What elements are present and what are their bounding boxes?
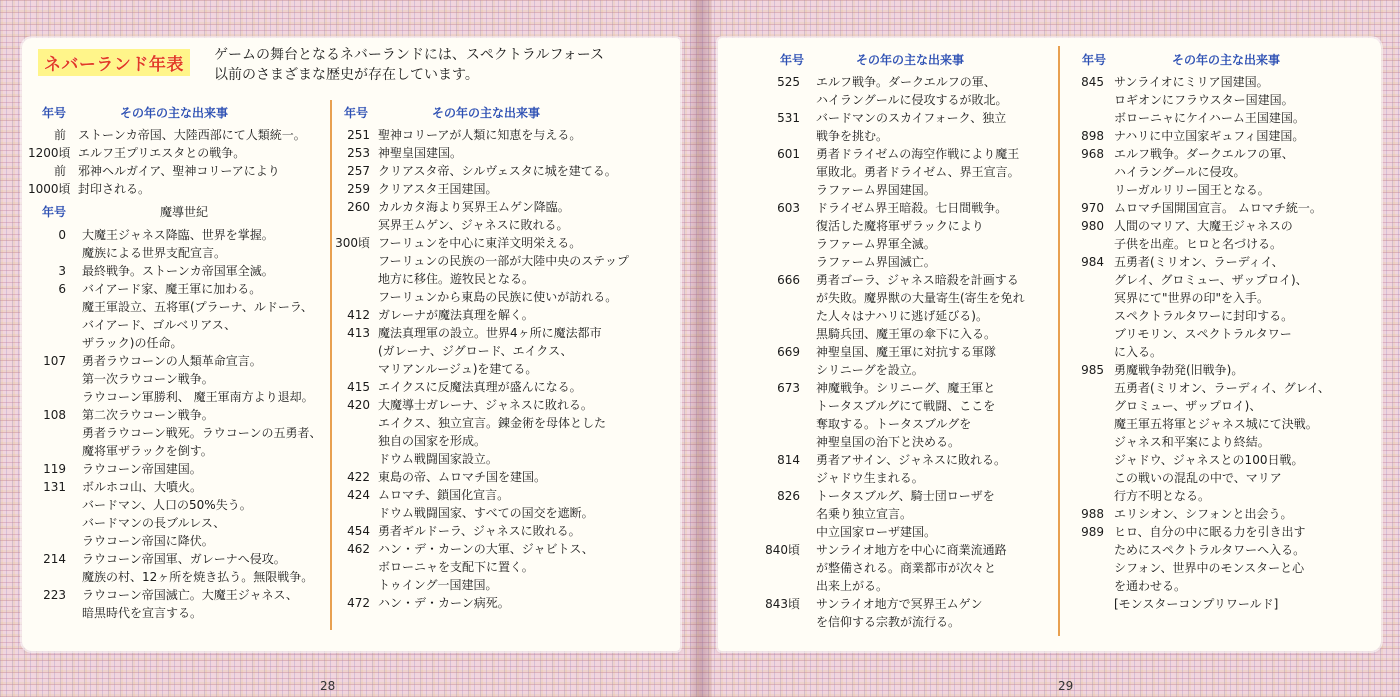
event-line: トゥイング一国建国。 (378, 578, 498, 592)
event-line: ムロマチ、鎖国化宣言。 (378, 488, 510, 502)
event-line: ジャドウ生まれる。 (816, 471, 924, 485)
event-line: 聖神コリーアが人類に知恵を与える。 (378, 128, 582, 142)
entry-event (378, 486, 594, 522)
timeline-entry (1062, 505, 1362, 523)
event-line: フーリュンから東島の民族に使いが訪れる。 (378, 290, 618, 304)
event-line: 最終戦争。ストーンカ帝国軍全滅。 (82, 264, 274, 278)
timeline-entry (334, 540, 654, 594)
entry-year: 970 (1081, 201, 1104, 215)
event-line: た人々はナハリに逃げ延びる)。 (816, 309, 988, 323)
event-line: 勇者ラウコーン戦死。ラウコーンの五勇者、 (82, 426, 322, 440)
timeline-entry (28, 144, 328, 162)
timeline-entry (760, 451, 1060, 487)
timeline-entry (334, 144, 654, 162)
event-line: マリアンルージュ)を建てる。 (378, 362, 538, 376)
entry-event (378, 540, 594, 594)
timeline-entry (1062, 145, 1362, 199)
event-line: 勇者ギルドーラ、ジャネスに敗れる。 (378, 524, 581, 538)
entry-event (378, 396, 606, 468)
event-line: 冥界王ムゲン、ジャネスに敗れる。 (378, 218, 569, 232)
column-header (1062, 51, 1362, 69)
entry-year: 223 (43, 588, 66, 602)
entry-year: 251 (347, 128, 370, 142)
event-line: リーガルリリー国王となる。 (1114, 183, 1270, 197)
timeline-entry (334, 396, 654, 468)
entry-year: 814 (777, 453, 800, 467)
event-line: バイアード家、魔王軍に加わる。 (82, 282, 262, 296)
event-line: 勇者ゴーラ、ジャネス暗殺を計画する (816, 273, 1019, 287)
entry-year: 601 (777, 147, 800, 161)
entry-event (82, 226, 274, 262)
entry-event (378, 126, 581, 144)
timeline-entry (760, 73, 1060, 109)
timeline-entry (28, 180, 328, 198)
entry-event (378, 468, 546, 486)
timeline-entry (28, 460, 328, 478)
timeline-entry (760, 199, 1060, 271)
timeline-entry (760, 109, 1060, 145)
entry-year: 259 (347, 182, 370, 196)
event-line: ドウム戦闘国家、すべての国交を遮断。 (378, 506, 594, 520)
entry-event (82, 352, 314, 406)
entry-year: 前 (53, 128, 66, 142)
event-line: ザラック)の任命。 (82, 336, 183, 350)
entries (334, 126, 654, 612)
event-line: が失敗。魔界獣の大量寄生(寄生を免れ (816, 291, 1025, 305)
entry-year: 826 (777, 489, 800, 503)
entry-year: 420 (347, 398, 370, 412)
event-line: ラウコーン帝国建国。 (82, 462, 202, 476)
intro-line: 以前のさまざまな歴史が存在しています。 (214, 67, 479, 83)
event-line: 魔王軍五将軍とジャネス城にて決戦。 (1114, 417, 1318, 431)
event-line: グレイ、グロミュー、ザップロイ)、 (1114, 273, 1308, 287)
entry-event (816, 109, 1006, 145)
event-line: (ガレーナ、ジグロード、エイクス、 (378, 344, 573, 358)
event-line: クリアスタ王国建国。 (378, 182, 498, 196)
entry-year: 845 (1081, 75, 1104, 89)
entry-event (1114, 127, 1304, 145)
entry-year: 253 (347, 146, 370, 160)
entry-year: 1200頃 (28, 146, 71, 160)
event-line: フーリュンを中心に東洋文明栄える。 (378, 236, 582, 250)
event-line: ラウコーン帝国に降伏。 (82, 534, 214, 548)
entry-event (378, 234, 629, 306)
column-header (334, 104, 654, 122)
entry-event (378, 522, 581, 540)
timeline-entry (1062, 523, 1362, 613)
event-line: ボローニャにケイハーム王国建国。 (1114, 111, 1305, 125)
timeline-entry (760, 343, 1060, 379)
event-line: ムロマチ国開国宣言。 ムロマチ統一。 (1114, 201, 1322, 215)
intro-text (214, 45, 634, 85)
entry-year: 413 (347, 326, 370, 340)
year-header: 年号 (344, 106, 369, 120)
entry-event (78, 180, 150, 198)
intro-line: ゲームの舞台となるネバーランドには、スペクトラルフォース (214, 47, 605, 63)
entry-event (378, 594, 510, 612)
page-number-left: 28 (320, 679, 336, 693)
event-line: ジャドウ、ジャネスとの100日戦。 (1114, 453, 1304, 467)
entry-year: 108 (43, 408, 66, 422)
event-line: ラウコーン軍勝利、 魔王軍南方より退却。 (82, 390, 314, 404)
entry-event (82, 406, 322, 460)
timeline-column-2 (334, 104, 654, 612)
entry-year: 985 (1081, 363, 1104, 377)
event-line: を通わせる。 (1114, 579, 1187, 593)
chronology-title: ネバーランド年表 (38, 49, 190, 76)
entry-event (82, 586, 298, 622)
event-line: クリアスタ帝、シルヴェスタに城を建てる。 (378, 164, 617, 178)
entry-event (1114, 217, 1293, 253)
year-header: 年号 (780, 53, 805, 67)
timeline-entry (334, 378, 654, 396)
event-line: エリシオン、シフォンと出会う。 (1114, 507, 1293, 521)
entry-year: 525 (777, 75, 800, 89)
timeline-entry (334, 594, 654, 612)
event-line: 勇者ラウコーンの人類革命宣言。 (82, 354, 262, 368)
entry-year: 257 (347, 164, 370, 178)
event-line: ハン・デ・カーン病死。 (378, 596, 510, 610)
event-line: シリニーグを設立。 (816, 363, 924, 377)
event-line: ブリモリン、スペクトラルタワー (1114, 327, 1292, 341)
event-line: スペクトラルタワーに封印する。 (1114, 309, 1294, 323)
entry-event (816, 271, 1025, 343)
event-line: ドライゼム界王暗殺。七日間戦争。 (816, 201, 1008, 215)
event-line: 邪神ヘルガイア、聖神コリーアにより (78, 164, 280, 178)
entry-year: 898 (1081, 129, 1104, 143)
event-line: シフォン、世界中のモンスターと心 (1114, 561, 1305, 575)
entry-event (816, 379, 995, 451)
timeline-entry (334, 234, 654, 306)
entry-year: 424 (347, 488, 370, 502)
event-line: ラウコーン帝国軍、ガレーナへ侵攻。 (82, 552, 286, 566)
event-line: 魔族による世界支配宣言。 (82, 246, 227, 260)
event-line: ハイラングールに侵攻するが敗北。 (816, 93, 1008, 107)
timeline-entry (334, 486, 654, 522)
entry-event (378, 324, 602, 378)
event-line: エルフ王プリエスタとの戦争。 (78, 146, 246, 160)
timeline-entry (760, 487, 1060, 541)
timeline-entry (28, 406, 328, 460)
event-line: 出来上がる。 (816, 579, 889, 593)
entry-year: 6 (58, 282, 66, 296)
event-line: サンライオにミリア国建国。 (1114, 75, 1269, 89)
entry-event (816, 451, 1006, 487)
entry-event (1114, 73, 1305, 127)
entries (760, 73, 1060, 631)
entry-year: 214 (43, 552, 66, 566)
event-line: 大魔導士ガレーナ、ジャネスに敗れる。 (378, 398, 593, 412)
event-line: 中立国家ローザ建国。 (816, 525, 937, 539)
event-line: 魔王軍設立、五将軍(プラーナ、ルドーラ、 (82, 300, 313, 314)
entry-year: 119 (43, 462, 66, 476)
event-line: エイクス、独立宣言。錬金術を母体とした (378, 416, 607, 430)
entry-event (816, 343, 996, 379)
entry-event (82, 460, 202, 478)
entry-year: 980 (1081, 219, 1104, 233)
event-line: 冥界にて"世界の印"を入手。 (1114, 291, 1270, 305)
timeline-entry (28, 226, 328, 262)
event-line: この戦いの混乱の中で、マリア (1114, 471, 1282, 485)
event-line: エルフ戦争。ダークエルフの軍、 (1114, 147, 1294, 161)
event-line: バードマンのスカイフォーク、独立 (816, 111, 1007, 125)
event-header: その年の主な出来事 (856, 53, 965, 67)
timeline-entry (1062, 361, 1362, 505)
entry-year: 107 (43, 354, 66, 368)
event-line: ラウコーン帝国滅亡。大魔王ジャネス、 (82, 588, 298, 602)
pre-era-entries (28, 126, 328, 198)
entry-event (378, 180, 498, 198)
timeline-entry (334, 162, 654, 180)
event-line: ラファーム界軍全滅。 (816, 237, 936, 251)
event-line: ストーンカ帝国、大陸西部にて人類統一。 (78, 128, 306, 142)
entry-event (816, 595, 982, 631)
event-line: サンライオ地方を中心に商業流通路 (816, 543, 1007, 557)
timeline-column-4 (1062, 51, 1362, 613)
entry-event (816, 541, 1007, 595)
timeline-entry (28, 126, 328, 144)
timeline-entry (1062, 199, 1362, 217)
event-line: が整備される。商業都市が次々と (816, 561, 997, 575)
event-line: 神聖皇国、魔王軍に対抗する軍隊 (816, 345, 997, 359)
event-line: エイクスに反魔法真理が盛んになる。 (378, 380, 582, 394)
timeline-column-3 (760, 51, 1060, 631)
entry-year: 131 (43, 480, 66, 494)
event-line: 第一次ラウコーン戦争。 (82, 372, 214, 386)
entry-event (378, 144, 462, 162)
event-line: 行方不明となる。 (1114, 489, 1211, 503)
entry-event (1114, 145, 1294, 199)
timeline-entry (28, 586, 328, 622)
event-header: その年の主な出来事 (432, 106, 541, 120)
event-line: 神魔戦争。シリニーグ、魔王軍と (816, 381, 996, 395)
event-line: トータスブルグにて戦闘、ここを (816, 399, 996, 413)
event-line: 勇者アサイン、ジャネスに敗れる。 (816, 453, 1006, 467)
entry-event (816, 199, 1007, 271)
entry-year: 843頃 (765, 597, 800, 611)
timeline-entry (760, 145, 1060, 199)
event-line: 復活した魔将軍ザラックにより (816, 219, 984, 233)
timeline-entry (28, 550, 328, 586)
event-line: バードマンの長ブルレス、 (82, 516, 226, 530)
entries (1062, 73, 1362, 613)
entry-event (82, 478, 252, 550)
entry-event (78, 162, 280, 180)
entry-year: 673 (777, 381, 800, 395)
year-header: 年号 (1082, 53, 1107, 67)
event-line: 黒騎兵団、魔王軍の傘下に入る。 (816, 327, 997, 341)
timeline-column-1 (28, 104, 328, 622)
event-line: 暗黒時代を宣言する。 (82, 606, 203, 620)
timeline-entry (334, 180, 654, 198)
event-line: 戦争を挑む。 (816, 129, 889, 143)
event-line: 軍敗北。勇者ドライゼム、界王宣言。 (816, 165, 1020, 179)
event-line: トータスブルグ、騎士団ローザを (816, 489, 995, 503)
entry-year: 1000頃 (28, 182, 71, 196)
era-header: 魔導世紀 (160, 205, 209, 219)
entry-event (378, 162, 617, 180)
entry-year: 412 (347, 308, 370, 322)
event-line: 五勇者(ミリオン、ラーディイ、 (1114, 255, 1284, 269)
entry-year: 472 (347, 596, 370, 610)
event-header: その年の主な出来事 (1172, 53, 1281, 67)
event-line: 東島の帝、ムロマチ国を建国。 (378, 470, 547, 484)
entry-year: 前 (53, 164, 66, 178)
event-line: 独自の国家を形成。 (378, 434, 487, 448)
event-line: に入る。 (1114, 345, 1163, 359)
entry-event (378, 378, 582, 396)
entry-event (1114, 361, 1330, 505)
timeline-entry (334, 198, 654, 234)
event-line: 魔族の村、12ヶ所を焼き払う。無限戦争。 (82, 570, 314, 584)
event-line: 勇魔戦争勃発(旧戦争)。 (1114, 363, 1244, 377)
entry-year: 300頃 (335, 236, 370, 250)
event-line: ボルホコ山、大噴火。 (82, 480, 203, 494)
entry-year: 984 (1081, 255, 1104, 269)
timeline-entry (28, 262, 328, 280)
timeline-entry (760, 595, 1060, 631)
entry-event (378, 198, 570, 234)
event-line: ためにスペクトラルタワーへ入る。 (1114, 543, 1306, 557)
column-divider (1058, 46, 1060, 636)
year-header: 年号 (42, 205, 67, 219)
event-line: を信仰する宗教が流行る。 (816, 615, 961, 629)
timeline-entry (1062, 253, 1362, 361)
entry-year: 603 (777, 201, 800, 215)
event-line: ナハリに中立国家ギュフィ国建国。 (1114, 129, 1305, 143)
event-line: ロギオンにフラウスター国建国。 (1114, 93, 1294, 107)
entry-event (78, 126, 306, 144)
event-line: 五勇者(ミリオン、ラーディイ、グレイ、 (1114, 381, 1330, 395)
column-header (28, 104, 328, 122)
timeline-entry (1062, 217, 1362, 253)
event-line: ヒロ、自分の中に眠る力を引き出す (1114, 525, 1306, 539)
entry-year: 989 (1081, 525, 1104, 539)
event-line: カルカタ海より冥界王ムゲン降臨。 (378, 200, 570, 214)
event-line: 大魔王ジャネス降臨、世界を掌握。 (82, 228, 274, 242)
timeline-entry (334, 324, 654, 378)
timeline-entry (760, 271, 1060, 343)
timeline-entry (334, 126, 654, 144)
event-line: [モンスターコンプリワールド] (1114, 597, 1279, 611)
event-line: 封印される。 (78, 182, 151, 196)
event-line: 名乗り独立宣言。 (816, 507, 913, 521)
timeline-entry (334, 522, 654, 540)
event-line: ジャネス和平案により終結。 (1114, 435, 1270, 449)
entry-year: 454 (347, 524, 370, 538)
entry-year: 840頃 (765, 543, 800, 557)
event-line: サンライオ地方で冥界王ムゲン (816, 597, 983, 611)
event-line: ドウム戦闘国家設立。 (378, 452, 498, 466)
event-line: ガレーナが魔法真理を解く。 (378, 308, 534, 322)
event-line: 勇者ドライゼムの海空作戦により魔王 (816, 147, 1020, 161)
book-gutter (690, 0, 712, 697)
timeline-entry (760, 541, 1060, 595)
event-line: 神聖皇国建国。 (378, 146, 463, 160)
entry-event (82, 550, 313, 586)
entry-event (82, 262, 274, 280)
entry-year: 260 (347, 200, 370, 214)
event-line: 魔将軍ザラックを倒す。 (82, 444, 213, 458)
event-line: フーリュンの民族の一部が大陸中央のステップ (378, 254, 630, 268)
event-line: 魔法真理軍の設立。世界4ヶ所に魔法都市 (378, 326, 602, 340)
era-header-row (28, 200, 328, 222)
timeline-entry (28, 352, 328, 406)
entry-event (816, 73, 1008, 109)
entry-event (378, 306, 534, 324)
column-divider (330, 100, 332, 630)
event-line: ボローニャを支配下に置く。 (378, 560, 534, 574)
timeline-entry (1062, 127, 1362, 145)
timeline-entry (334, 468, 654, 486)
year-header: 年号 (42, 106, 67, 120)
timeline-entry (28, 280, 328, 352)
entry-event (1114, 523, 1306, 613)
entry-year: 531 (777, 111, 800, 125)
event-line: ハイラングールに侵攻。 (1114, 165, 1246, 179)
era-entries (28, 226, 328, 622)
entry-event (82, 280, 313, 352)
event-line: ハン・デ・カーンの大軍、ジャビトス、 (378, 542, 594, 556)
entry-year: 3 (58, 264, 66, 278)
timeline-entry (1062, 73, 1362, 127)
column-header (760, 51, 1060, 69)
event-line: 第二次ラウコーン戦争。 (82, 408, 214, 422)
timeline-entry (760, 379, 1060, 451)
entry-year: 666 (777, 273, 800, 287)
entry-event (816, 487, 995, 541)
event-line: ラファーム界国建国。 (816, 183, 936, 197)
timeline-entry (334, 306, 654, 324)
entry-year: 462 (347, 542, 370, 556)
entry-year: 422 (347, 470, 370, 484)
event-line: 神聖皇国の治下と決める。 (816, 435, 961, 449)
event-line: バイアード、ゴルベリアス、 (82, 318, 237, 332)
event-line: 地方に移住。遊牧民となる。 (378, 272, 535, 286)
entry-event (78, 144, 245, 162)
entry-event (816, 145, 1020, 199)
entry-event (1114, 253, 1308, 361)
event-header: その年の主な出来事 (120, 106, 229, 120)
event-line: ラファーム界国滅亡。 (816, 255, 936, 269)
event-line: 奪取する。トータスブルグを (816, 417, 972, 431)
entry-event (1114, 505, 1292, 523)
timeline-entry (28, 162, 328, 180)
event-line: バードマン、人口の50%失う。 (82, 498, 252, 512)
event-line: 子供を出産。ヒロと名づける。 (1114, 237, 1283, 251)
timeline-entry (28, 478, 328, 550)
entry-year: 988 (1081, 507, 1104, 521)
event-line: 人間のマリア、大魔王ジャネスの (1114, 219, 1293, 233)
entry-year: 0 (58, 228, 66, 242)
entry-year: 415 (347, 380, 370, 394)
entry-year: 968 (1081, 147, 1104, 161)
event-line: エルフ戦争。ダークエルフの軍、 (816, 75, 996, 89)
event-line: グロミュー、ザップロイ)、 (1114, 399, 1262, 413)
entry-event (1114, 199, 1322, 217)
entry-year: 669 (777, 345, 800, 359)
page-number-right: 29 (1058, 679, 1074, 693)
